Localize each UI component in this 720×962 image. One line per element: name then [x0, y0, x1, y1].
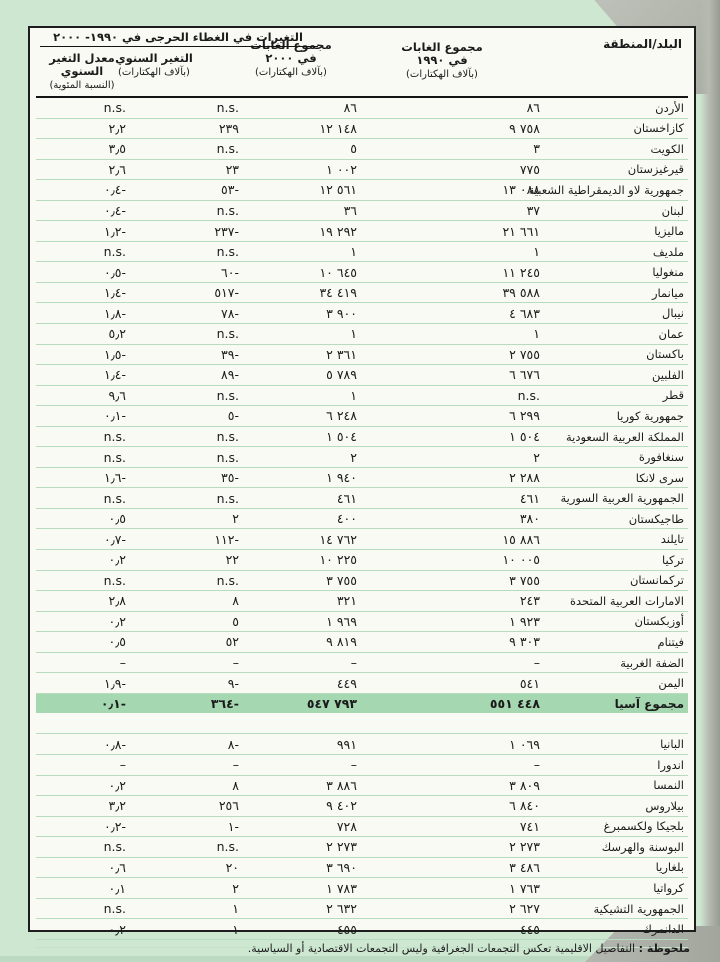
cell-annual-change: ٣٥- [221, 470, 239, 486]
table-row-gap [36, 713, 688, 734]
cell-annual-rate: ١٫٦- [104, 470, 126, 486]
cell-forest-2000: ٩ ٤٠٢ [326, 798, 357, 814]
cell-forest-2000: ٩٩١ [336, 736, 357, 752]
cell-annual-change: n.s. [216, 572, 239, 588]
cell-annual-rate: ٠٫١- [104, 408, 126, 424]
cell-annual-rate: n.s. [103, 839, 126, 855]
table-row [36, 673, 688, 694]
cell-annual-change: n.s. [216, 203, 239, 218]
table-row [36, 509, 688, 530]
cell-forest-1990: ١ [533, 244, 540, 260]
cell-forest-2000: ١٤ ٧٦٢ [319, 531, 357, 547]
cell-country: النمسا [653, 778, 684, 793]
cell-forest-1990: ٣٩ ٥٨٨ [502, 285, 540, 301]
cell-forest-1990: ٢ ٢٨٨ [509, 470, 540, 486]
cell-forest-1990: ٣ ٨٠٩ [509, 777, 540, 793]
cell-annual-rate: n.s. [103, 244, 126, 260]
cell-country: الأردن [655, 100, 684, 115]
table-row [36, 262, 688, 283]
table-row [36, 919, 688, 940]
cell-country: ميانمار [651, 285, 684, 300]
cell-annual-change: ٣٩- [221, 346, 239, 362]
cell-annual-change: n.s. [216, 449, 239, 465]
cell-annual-rate: – [119, 757, 126, 773]
cell-country: الامارات العربية المتحدة [569, 593, 684, 608]
cell-annual-change: ٥ [232, 613, 239, 629]
cell-forest-2000: ٣ ٦٩٠ [326, 859, 357, 875]
table-row [36, 303, 688, 324]
cell-annual-rate: ١٫٨- [104, 305, 126, 321]
cell-annual-rate: ٠٫٢ [108, 552, 126, 568]
cell-annual-change: ٢ [232, 511, 239, 527]
cell-country: قيرغيزستان [627, 162, 684, 177]
table-body [36, 98, 688, 948]
cell-annual-change: ٢٠ [225, 859, 239, 875]
cell-forest-2000: ٤٤٩ [336, 675, 357, 691]
table-row [36, 858, 688, 879]
cell-forest-1990: ١٥ ٨٨٦ [502, 531, 540, 547]
cell-annual-change: n.s. [216, 429, 239, 445]
cell-annual-rate: ١٫٩- [104, 675, 126, 691]
cell-country: ملديف [652, 244, 684, 259]
table-row [36, 221, 688, 242]
scan-artifact-right-edge [700, 0, 720, 962]
table-row [36, 139, 688, 160]
cell-forest-2000: ٣ ٧٥٥ [326, 572, 357, 588]
table-row [36, 591, 688, 612]
cell-forest-1990: ٣ ٤٨٦ [509, 859, 540, 875]
cell-annual-rate: ٠٫١- [100, 696, 126, 712]
table-row [36, 468, 688, 489]
table-row [36, 550, 688, 571]
cell-forest-2000: ٩ ٨١٩ [326, 634, 357, 650]
cell-annual-change: – [232, 655, 239, 671]
cell-forest-2000: ٣٢١ [336, 593, 357, 609]
cell-annual-rate: ٠٫١ [108, 880, 126, 896]
cell-annual-rate: ٠٫٤- [104, 182, 126, 198]
cell-country: لبنان [661, 203, 684, 218]
table-row [36, 283, 688, 304]
cell-forest-2000: ٢ ٢٧٣ [326, 839, 357, 855]
table-row [36, 365, 688, 386]
cell-forest-2000: ١ ٩٦٩ [326, 613, 357, 629]
cell-forest-1990: ٨٦ [526, 100, 540, 116]
cell-annual-change: ٢٣ [225, 161, 239, 177]
cell-annual-change: ٥١٧- [214, 285, 239, 301]
table-header [36, 28, 688, 98]
table-row [36, 734, 688, 755]
cell-country: نيبال [661, 306, 684, 321]
cell-country: تركيا [662, 552, 684, 567]
cell-annual-rate: ٠٫٧- [104, 531, 126, 547]
cell-forest-1990: ١ ٩٢٣ [509, 613, 540, 629]
cell-forest-2000: ٣٦ [343, 203, 357, 218]
cell-forest-1990: ٢ ٦٢٧ [509, 901, 540, 917]
table-row [36, 817, 688, 838]
cell-forest-1990: – [533, 757, 540, 773]
table-row [36, 632, 688, 653]
cell-country: تايلند [660, 532, 684, 547]
cell-country: سنغافورة [638, 450, 684, 465]
cell-forest-1990: ١ [533, 326, 540, 342]
cell-annual-rate: ١٫٥- [104, 346, 126, 362]
cell-forest-2000: ٢ ٣٦١ [326, 346, 357, 362]
cell-annual-change: n.s. [216, 326, 239, 342]
cell-country: الكويت [650, 141, 684, 156]
cell-annual-change: ٢٢ [225, 552, 239, 568]
cell-annual-rate: n.s. [103, 429, 126, 445]
cell-annual-change: ٥٢ [225, 634, 239, 650]
cell-country: المملكة العربية السعودية [566, 429, 684, 444]
cell-forest-1990: ٦ ٨٤٠ [509, 798, 540, 814]
cell-forest-1990: ١ ٧٦٣ [509, 880, 540, 896]
cell-forest-1990: ٢١ ٦٦١ [502, 223, 540, 239]
cell-annual-rate: ٠٫٢ [108, 777, 126, 793]
cell-forest-1990: ٦ ٢٩٩ [509, 408, 540, 424]
cell-annual-rate: ٠٫٦ [108, 859, 126, 875]
cell-annual-rate: – [119, 655, 126, 671]
cell-forest-1990: ٩ ٧٥٨ [509, 120, 540, 136]
header-changes-group: التغيرات في الغطاء الحرجى في ١٩٩٠- ٢٠٠٠ [53, 30, 303, 44]
cell-forest-2000: ٦ ٢٤٨ [326, 408, 357, 424]
cell-forest-2000: – [350, 757, 357, 773]
cell-forest-2000: – [350, 655, 357, 671]
cell-country: بيلاروس [645, 798, 684, 813]
forest-table-panel [28, 26, 696, 937]
cell-forest-2000: ٢ ٦٣٢ [326, 901, 357, 917]
cell-annual-change: ١- [227, 818, 239, 834]
cell-forest-2000: ٥ ٧٨٩ [326, 367, 357, 383]
cell-forest-2000: ١٢ ٥٦١ [319, 182, 357, 198]
table-row [36, 406, 688, 427]
table-row [36, 529, 688, 550]
header-forest-1990: مجموع الغابات في ١٩٩٠ (بآلاف الهكتارات) [401, 40, 483, 80]
cell-annual-rate: n.s. [103, 572, 126, 588]
cell-forest-2000: ١ ٩٤٠ [326, 470, 357, 486]
cell-forest-1990: ٢ [533, 449, 540, 465]
table-row [36, 878, 688, 899]
cell-forest-1990: ٧٧٥ [519, 161, 540, 177]
header-forest-2000: مجموع الغابات في ٢٠٠٠ (بآلاف الهكتارات) [250, 38, 332, 78]
footnote-text: التفاصيل الاقليمية تعكس التجمعات الجغرافية وليس التجمعات الاقتصادية أو السياسية. [247, 942, 636, 955]
cell-annual-change: ١ [232, 921, 239, 937]
cell-annual-change: ٨ [232, 593, 239, 609]
cell-forest-1990: ١٣ ٠٨٨ [502, 182, 540, 198]
cell-annual-change: n.s. [216, 490, 239, 506]
table-row [36, 242, 688, 263]
cell-annual-rate: ١٫٤- [104, 367, 126, 383]
cell-annual-change: ١١٢- [214, 531, 239, 547]
cell-forest-2000: ١ ٥٠٤ [326, 429, 357, 445]
cell-forest-2000: ٥ [350, 141, 357, 157]
cell-annual-change: n.s. [216, 100, 239, 116]
cell-country: طاجيكستان [628, 511, 684, 526]
cell-annual-rate: ٥٫٢ [108, 326, 126, 342]
cell-forest-2000: ٣ ٩٠٠ [326, 305, 357, 321]
cell-annual-change: ٥٣- [221, 182, 239, 198]
cell-annual-change: ٥- [227, 408, 239, 424]
cell-country: منغوليا [652, 265, 684, 280]
cell-forest-1990: ٣٨٠ [519, 511, 540, 527]
cell-annual-rate: ٢٫٦ [108, 161, 126, 177]
cell-country: جمهورية كوريا [616, 408, 684, 423]
cell-annual-rate: ٢٫٢ [108, 120, 126, 136]
cell-country: قطر [662, 388, 684, 403]
cell-forest-1990: ٢٤٣ [519, 593, 540, 609]
cell-annual-change: ٢٥٦ [218, 798, 239, 814]
table-row [36, 796, 688, 817]
header-changes-group-rule [40, 46, 318, 47]
cell-annual-change: ٩- [227, 675, 239, 691]
table-row [36, 653, 688, 674]
cell-country: أوزبكستان [634, 614, 684, 629]
cell-forest-2000: ٣ ٨٨٦ [326, 777, 357, 793]
cell-forest-2000: ١٢ ١٤٨ [319, 120, 357, 136]
cell-forest-1990: ١٠ ٠٠٥ [502, 552, 540, 568]
cell-annual-rate: n.s. [103, 490, 126, 506]
footnote-label: ملحوظة : [638, 942, 690, 955]
cell-forest-2000: ١ ٠٠٢ [326, 161, 357, 177]
cell-country: مجموع آسيا [614, 696, 684, 711]
cell-country: الجمهورية العربية السورية [560, 491, 684, 506]
cell-country: البوسنة والهرسك [601, 839, 684, 854]
cell-forest-2000: ٧٢٨ [336, 818, 357, 834]
cell-forest-1990: ٣٧ [526, 203, 540, 218]
table-row [36, 345, 688, 366]
cell-annual-change: n.s. [216, 244, 239, 260]
cell-forest-2000: ١ [350, 326, 357, 342]
cell-annual-change: n.s. [216, 141, 239, 157]
cell-forest-1990: ٦ ٦٧٦ [509, 367, 540, 383]
table-row [36, 180, 688, 201]
cell-annual-change: ٣٦٤- [210, 696, 239, 712]
cell-annual-rate: ٣٫٥ [108, 141, 126, 157]
cell-country: كازاخستان [633, 121, 684, 136]
cell-annual-change: ١ [232, 901, 239, 917]
cell-country: الدانمرك [642, 922, 684, 937]
cell-annual-rate: ٠٫٢ [108, 921, 126, 937]
cell-forest-1990: ١١ ٢٤٥ [502, 264, 540, 280]
table-row [36, 488, 688, 509]
cell-forest-1990: ٤٦١ [519, 490, 540, 506]
cell-annual-rate: ٠٫٨- [104, 736, 126, 752]
cell-annual-change: ٨- [227, 736, 239, 752]
cell-forest-1990: ١ ٥٠٤ [509, 429, 540, 445]
cell-forest-2000: ١ ٧٨٣ [326, 880, 357, 896]
cell-forest-2000: ١٩ ٢٩٢ [319, 223, 357, 239]
cell-country: الجمهورية التشيكية [593, 901, 684, 916]
table-row [36, 612, 688, 633]
cell-forest-2000: ٢ [350, 449, 357, 465]
cell-annual-change: ٨٩- [221, 367, 239, 383]
cell-annual-change: ٨ [232, 777, 239, 793]
cell-forest-2000: ٥٤٧ ٧٩٣ [306, 696, 357, 712]
cell-annual-rate: ٩٫٦ [108, 387, 126, 403]
cell-forest-1990: ٩ ٣٠٣ [509, 634, 540, 650]
footnote [248, 942, 690, 955]
cell-annual-rate: ٠٫٢ [108, 613, 126, 629]
cell-annual-change: n.s. [216, 387, 239, 403]
cell-country: تركمانستان [629, 573, 684, 588]
cell-annual-change: ٧٨- [221, 305, 239, 321]
table-row [36, 776, 688, 797]
table-row [36, 899, 688, 920]
cell-forest-2000: ١ [350, 387, 357, 403]
cell-country: سرى لانكا [635, 470, 684, 485]
cell-annual-rate: ١٫٤- [104, 285, 126, 301]
cell-annual-rate: ٢٫٨ [108, 593, 126, 609]
cell-annual-change: – [232, 757, 239, 773]
cell-annual-rate: n.s. [103, 449, 126, 465]
cell-forest-1990: ٥٤١ [519, 675, 540, 691]
cell-country: بلجيكا ولكسمبرغ [603, 819, 684, 834]
header-country: البلد/المنطقة [603, 37, 682, 51]
table-row [36, 119, 688, 140]
header-annual-change: التغير السنوي (بآلاف الهكتارات) [115, 51, 193, 78]
cell-country: اليمن [658, 676, 684, 691]
cell-country: عمان [658, 326, 684, 341]
cell-forest-1990: ٢ ٧٥٥ [509, 346, 540, 362]
cell-annual-rate: n.s. [103, 901, 126, 917]
cell-annual-change: n.s. [216, 839, 239, 855]
cell-country: الفلبين [651, 367, 684, 382]
cell-annual-rate: ٠٫٥ [108, 511, 126, 527]
cell-forest-1990: ١ ٠٦٩ [509, 736, 540, 752]
table-row [36, 447, 688, 468]
cell-annual-change: ٢٣٧- [214, 223, 239, 239]
cell-annual-rate: ٣٫٢ [108, 798, 126, 814]
cell-annual-rate: ٠٫٥- [104, 264, 126, 280]
cell-forest-1990: ٤٤٥ [519, 921, 540, 937]
table-row [36, 201, 688, 222]
table-row [36, 324, 688, 345]
cell-forest-1990: ٣ ٧٥٥ [509, 572, 540, 588]
cell-forest-2000: ٣٤ ٤١٩ [319, 285, 357, 301]
cell-annual-change: ٢ [232, 880, 239, 896]
cell-forest-1990: ٥٥١ ٤٤٨ [489, 696, 540, 712]
table-row [36, 427, 688, 448]
table-row [36, 571, 688, 592]
table-row [36, 386, 688, 407]
cell-forest-2000: ١٠ ٦٤٥ [319, 264, 357, 280]
cell-annual-rate: ٠٫٥ [108, 634, 126, 650]
table-row-total [36, 694, 688, 714]
cell-forest-2000: ٨٦ [343, 100, 357, 116]
cell-annual-rate: ٠٫٤- [104, 203, 126, 218]
cell-country: باكستان [646, 347, 684, 362]
cell-forest-2000: ١ [350, 244, 357, 260]
table-row [36, 160, 688, 181]
table-row [36, 755, 688, 776]
cell-country: فيتنام [657, 634, 684, 649]
table-row [36, 837, 688, 858]
cell-country: الضفة الغربية [620, 655, 684, 670]
cell-forest-1990: ٧٤١ [519, 818, 540, 834]
cell-forest-1990: n.s. [517, 387, 540, 403]
cell-forest-1990: ٣ [533, 141, 540, 157]
cell-country: البانيا [660, 737, 684, 752]
cell-forest-2000: ٤٠٠ [336, 511, 357, 527]
cell-forest-2000: ١٠ ٢٢٥ [319, 552, 357, 568]
cell-annual-change: ٢٣٩ [218, 120, 239, 136]
cell-forest-2000: ٤٥٥ [336, 921, 357, 937]
cell-annual-rate: ١٫٢- [104, 223, 126, 239]
cell-forest-1990: ٤ ٦٨٣ [509, 305, 540, 321]
cell-annual-rate: ٠٫٢- [104, 818, 126, 834]
cell-annual-rate: n.s. [103, 100, 126, 116]
cell-country: كرواتيا [653, 881, 684, 895]
cell-country: اندورا [657, 757, 684, 772]
cell-country: ماليزيا [654, 224, 684, 239]
table-row [36, 98, 688, 119]
cell-forest-2000: ٤٦١ [336, 490, 357, 506]
header-annual-rate: معدل التغير السنوي (النسبة المئوية) [49, 51, 115, 91]
cell-country: جمهورية لاو الديمقراطية الشعبية [528, 182, 684, 197]
cell-annual-change: ٦٠- [221, 264, 239, 280]
cell-forest-1990: ٢ ٢٧٣ [509, 839, 540, 855]
cell-country: بلغاريا [655, 860, 684, 875]
cell-forest-1990: – [533, 655, 540, 671]
